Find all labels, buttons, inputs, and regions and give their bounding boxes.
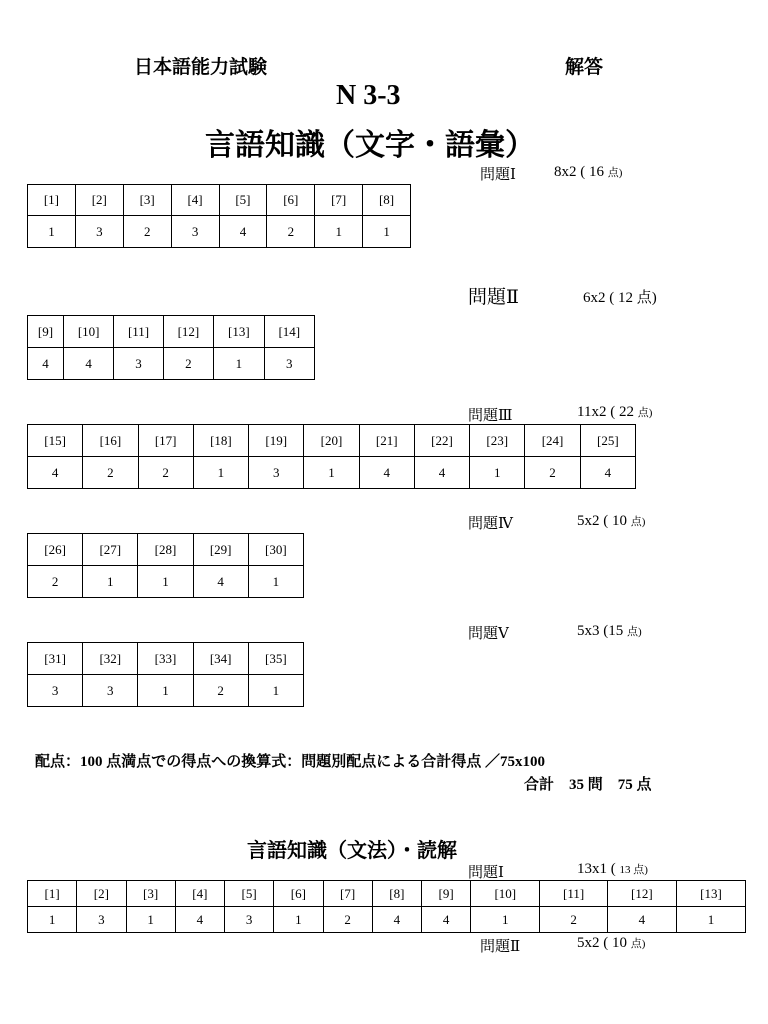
answer-cell: 3: [28, 675, 83, 707]
answer-cell: 1: [315, 216, 363, 248]
q3-score-unit: 点): [637, 407, 653, 419]
q4-score-unit: 点): [630, 516, 646, 528]
header-cell: [9]: [422, 881, 471, 907]
header-cell: [17]: [138, 425, 193, 457]
table-row: [28, 316, 315, 348]
answer-cell: 1: [83, 566, 138, 598]
answer-cell: 3: [171, 216, 219, 248]
answer-cell: 4: [175, 907, 224, 933]
table-row: [28, 566, 304, 598]
answer-cell: 2: [123, 216, 171, 248]
header-cell: [24]: [525, 425, 580, 457]
s2-q2-score-value: 5x2 ( 10: [577, 935, 627, 951]
answer-cell: 1: [363, 216, 411, 248]
exam-name: 日本語能力試験: [134, 57, 268, 78]
header-cell: [18]: [193, 425, 248, 457]
answer-cell: 4: [414, 457, 469, 489]
header-cell: [10]: [63, 316, 113, 348]
header-cell: [23]: [470, 425, 525, 457]
answer-cell: 3: [264, 348, 314, 380]
table-row: [28, 216, 411, 248]
q5-label: 問題Ⅴ: [468, 626, 509, 642]
header-cell: [28]: [138, 534, 193, 566]
section1-title: 言語知識（文字・語彙）: [205, 129, 535, 162]
answer-cell: 1: [28, 216, 76, 248]
q5-score-unit: 点): [627, 626, 642, 638]
q3-score: [577, 404, 652, 421]
header-cell: [21]: [359, 425, 414, 457]
header-cell: [2]: [75, 185, 123, 216]
q2-score-value: 6x2 ( 12: [583, 290, 633, 306]
header-cell: [6]: [267, 185, 315, 216]
answer-cell: 4: [359, 457, 414, 489]
q2-label: 問題Ⅱ: [468, 287, 519, 308]
header-cell: [22]: [414, 425, 469, 457]
q4-score-value: 5x2 ( 10: [577, 513, 627, 529]
header-cell: [10]: [471, 881, 540, 907]
header-cell: [33]: [138, 643, 193, 675]
q1-score-unit: 点): [607, 167, 623, 179]
header-cell: [16]: [83, 425, 138, 457]
header-cell: [5]: [219, 185, 267, 216]
answer-cell: 4: [63, 348, 113, 380]
answer-cell: 4: [422, 907, 471, 933]
s2-q1-answer-table: [27, 880, 746, 933]
answer-cell: 4: [607, 907, 676, 933]
q4-score: [577, 513, 645, 530]
answer-cell: 4: [580, 457, 635, 489]
table-row: [28, 907, 746, 933]
q3-answer-table: [27, 424, 636, 489]
answer-cell: 1: [471, 907, 540, 933]
answer-cell: 2: [540, 907, 608, 933]
table-row: [28, 457, 636, 489]
header-cell: [27]: [83, 534, 138, 566]
answer-cell: 1: [248, 675, 303, 707]
s2-q1-score: [577, 861, 648, 878]
q1-score-value: 8x2 ( 16: [554, 164, 604, 180]
s2-q2-score-unit: 点): [630, 938, 646, 950]
section2-title: 言語知識（文法）・読解: [247, 840, 457, 862]
q4-label: 問題Ⅳ: [468, 516, 513, 532]
answer-cell: 3: [75, 216, 123, 248]
table-row: [28, 881, 746, 907]
header-cell: [8]: [372, 881, 421, 907]
table-row: [28, 643, 304, 675]
answer-cell: 2: [267, 216, 315, 248]
header-cell: [11]: [540, 881, 608, 907]
answer-cell: 1: [248, 566, 303, 598]
answer-cell: 2: [83, 457, 138, 489]
answer-cell: 4: [193, 566, 248, 598]
header-cell: [7]: [315, 185, 363, 216]
s2-q1-score-unit: 13 点): [619, 864, 648, 876]
q3-score-value: 11x2 ( 22: [577, 404, 634, 420]
header-cell: [5]: [225, 881, 274, 907]
header-cell: [13]: [214, 316, 264, 348]
answer-cell: 2: [323, 907, 372, 933]
answer-cell: 2: [163, 348, 213, 380]
answer-cell: 2: [138, 457, 193, 489]
answer-label: 解答: [565, 57, 604, 78]
s2-q1-score-value: 13x1 (: [577, 861, 616, 877]
answer-cell: 4: [219, 216, 267, 248]
header-cell: [25]: [580, 425, 635, 457]
answer-cell: 1: [470, 457, 525, 489]
header-cell: [30]: [248, 534, 303, 566]
header-cell: [31]: [28, 643, 83, 675]
answer-cell: 1: [274, 907, 323, 933]
table-row: [28, 534, 304, 566]
header-cell: [29]: [193, 534, 248, 566]
s2-q1-label: 問題Ⅰ: [468, 865, 504, 881]
answer-cell: 3: [114, 348, 163, 380]
table-row: [28, 185, 411, 216]
answer-cell: 1: [193, 457, 248, 489]
answer-cell: 1: [28, 907, 77, 933]
header-cell: [35]: [248, 643, 303, 675]
header-cell: [8]: [363, 185, 411, 216]
header-cell: [6]: [274, 881, 323, 907]
s2-q2-label: 問題Ⅱ: [480, 939, 521, 955]
header-cell: [4]: [175, 881, 224, 907]
header-cell: [2]: [77, 881, 126, 907]
q2-score-unit: 点): [636, 290, 657, 306]
answer-cell: 1: [214, 348, 264, 380]
q5-answer-table: [27, 642, 304, 707]
q1-score: [554, 164, 622, 181]
table-row: [28, 675, 304, 707]
table-row: [28, 425, 636, 457]
q5-score-value: 5x3 (15: [577, 623, 624, 639]
header-cell: [19]: [249, 425, 304, 457]
level-title: N 3-3: [336, 80, 401, 111]
answer-cell: 1: [138, 675, 193, 707]
header-cell: [3]: [123, 185, 171, 216]
header-cell: [12]: [163, 316, 213, 348]
answer-cell: 3: [249, 457, 304, 489]
answer-cell: 4: [28, 348, 64, 380]
header-cell: [32]: [83, 643, 138, 675]
header-cell: [4]: [171, 185, 219, 216]
header-cell: [34]: [193, 643, 248, 675]
q3-label: 問題Ⅲ: [468, 408, 513, 424]
table-row: [28, 348, 315, 380]
header-cell: [14]: [264, 316, 314, 348]
header-cell: [7]: [323, 881, 372, 907]
answer-cell: 4: [28, 457, 83, 489]
answer-cell: 3: [77, 907, 126, 933]
header-cell: [1]: [28, 881, 77, 907]
answer-cell: 1: [126, 907, 175, 933]
header-cell: [1]: [28, 185, 76, 216]
q1-answer-table: [27, 184, 411, 248]
header-cell: [26]: [28, 534, 83, 566]
answer-cell: 1: [138, 566, 193, 598]
answer-cell: 2: [193, 675, 248, 707]
answer-cell: 3: [83, 675, 138, 707]
answer-cell: 4: [372, 907, 421, 933]
q4-answer-table: [27, 533, 304, 598]
q2-answer-table: [27, 315, 315, 380]
header-cell: [3]: [126, 881, 175, 907]
answer-cell: 1: [304, 457, 359, 489]
header-cell: [13]: [676, 881, 745, 907]
answer-cell: 3: [225, 907, 274, 933]
q5-score: [577, 623, 642, 640]
header-cell: [15]: [28, 425, 83, 457]
q2-score: [583, 286, 657, 307]
header-cell: [11]: [114, 316, 163, 348]
header-cell: [9]: [28, 316, 64, 348]
header-cell: [12]: [607, 881, 676, 907]
q1-label: 問題Ⅰ: [480, 167, 516, 183]
section1-total: 合計 35 問 75 点: [524, 777, 652, 793]
s2-q2-score: [577, 935, 645, 952]
scoring-note: 配点：100 点満点での得点への換算式：問題別配点による合計得点 ／75x100: [35, 754, 546, 770]
answer-cell: 1: [676, 907, 745, 933]
answer-cell: 2: [28, 566, 83, 598]
header-cell: [20]: [304, 425, 359, 457]
answer-cell: 2: [525, 457, 580, 489]
